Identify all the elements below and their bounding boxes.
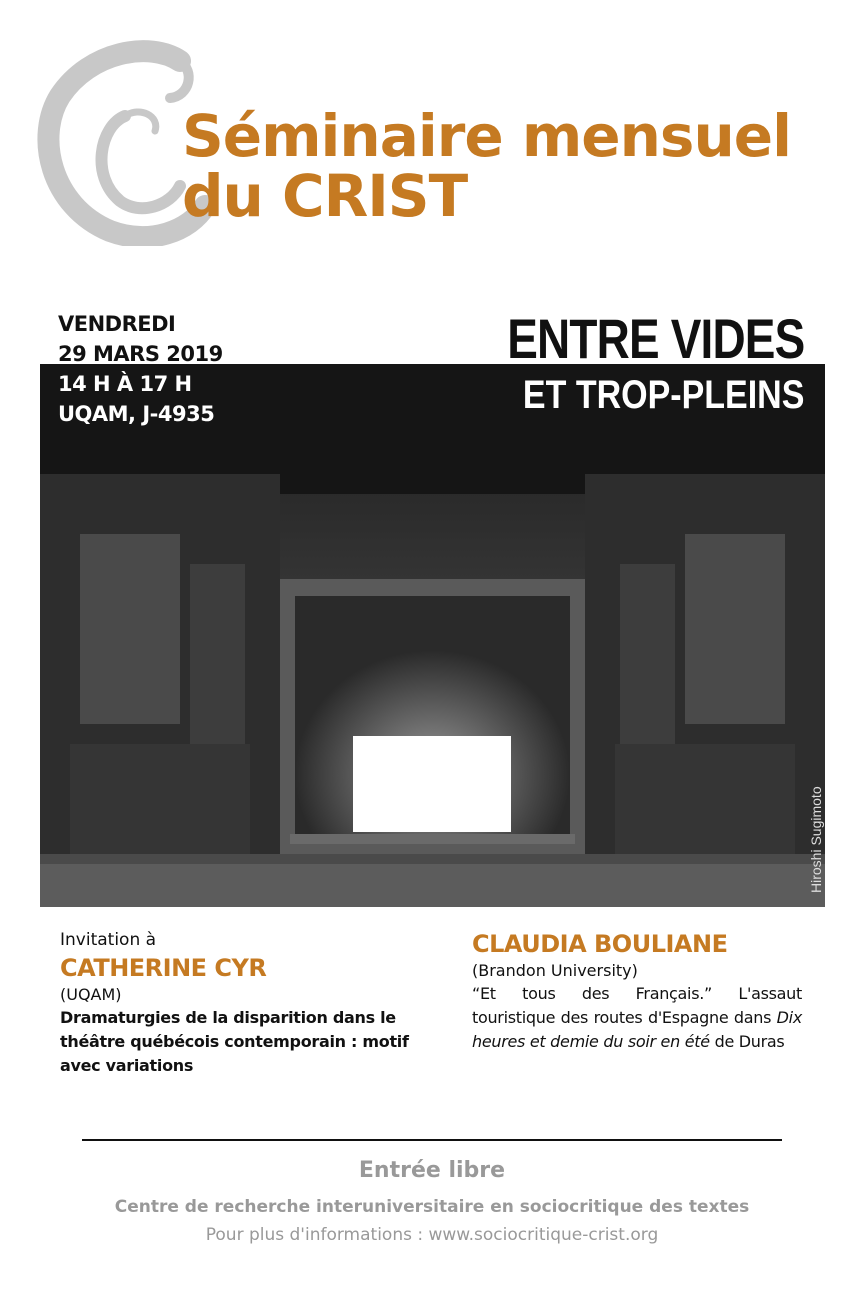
speaker-right-affiliation: (Brandon University): [472, 961, 638, 980]
seminar-title: [182, 102, 791, 230]
event-location: UQAM, J-4935: [58, 402, 215, 426]
talk-text-end: de Duras: [709, 1032, 785, 1051]
center-name: Centre de recherche interuniversitaire en sociocritique des textes: [114, 1197, 750, 1217]
theme-line1: ENTRE VIDES: [506, 307, 804, 370]
talk-book-title: Dix heures et demie du soir en été: [472, 1008, 802, 1051]
entry-note: Entrée libre: [358, 1158, 506, 1183]
talk-text: “Et tous des Français.” L'assaut touristique des routes d'Espagne dans: [472, 984, 802, 1027]
speaker-left-affiliation: (UQAM): [60, 985, 122, 1004]
speaker-left-talk: Dramaturgies de la disparition dans le théâtre québécois contemporain : motif avec variations: [60, 1008, 409, 1075]
photo-credit: Hiroshi Sugimoto: [808, 786, 824, 893]
seminar-theme: [442, 308, 804, 420]
footer-divider: [82, 1139, 782, 1141]
speaker-right: [472, 928, 802, 1054]
info-line: Pour plus d'informations : www.sociocritique-crist.org: [205, 1225, 659, 1245]
speaker-right-name: CLAUDIA BOULIANE: [472, 930, 728, 958]
event-date: 29 MARS 2019: [58, 342, 223, 366]
event-info: [58, 309, 223, 429]
speaker-left-name: CATHERINE CYR: [60, 954, 267, 982]
theater-photo: [40, 364, 825, 907]
event-time: 14 H À 17 H: [58, 372, 192, 396]
speaker-left: [60, 928, 410, 1078]
theme-line2: ET TROP-PLEINS: [522, 373, 804, 417]
seminar-title-line2: du CRIST: [182, 162, 468, 230]
event-day: VENDREDI: [58, 312, 176, 336]
invitation-label: Invitation à: [60, 930, 157, 950]
seminar-title-line1: Séminaire mensuel: [182, 102, 791, 170]
speaker-right-talk: [472, 982, 802, 1054]
